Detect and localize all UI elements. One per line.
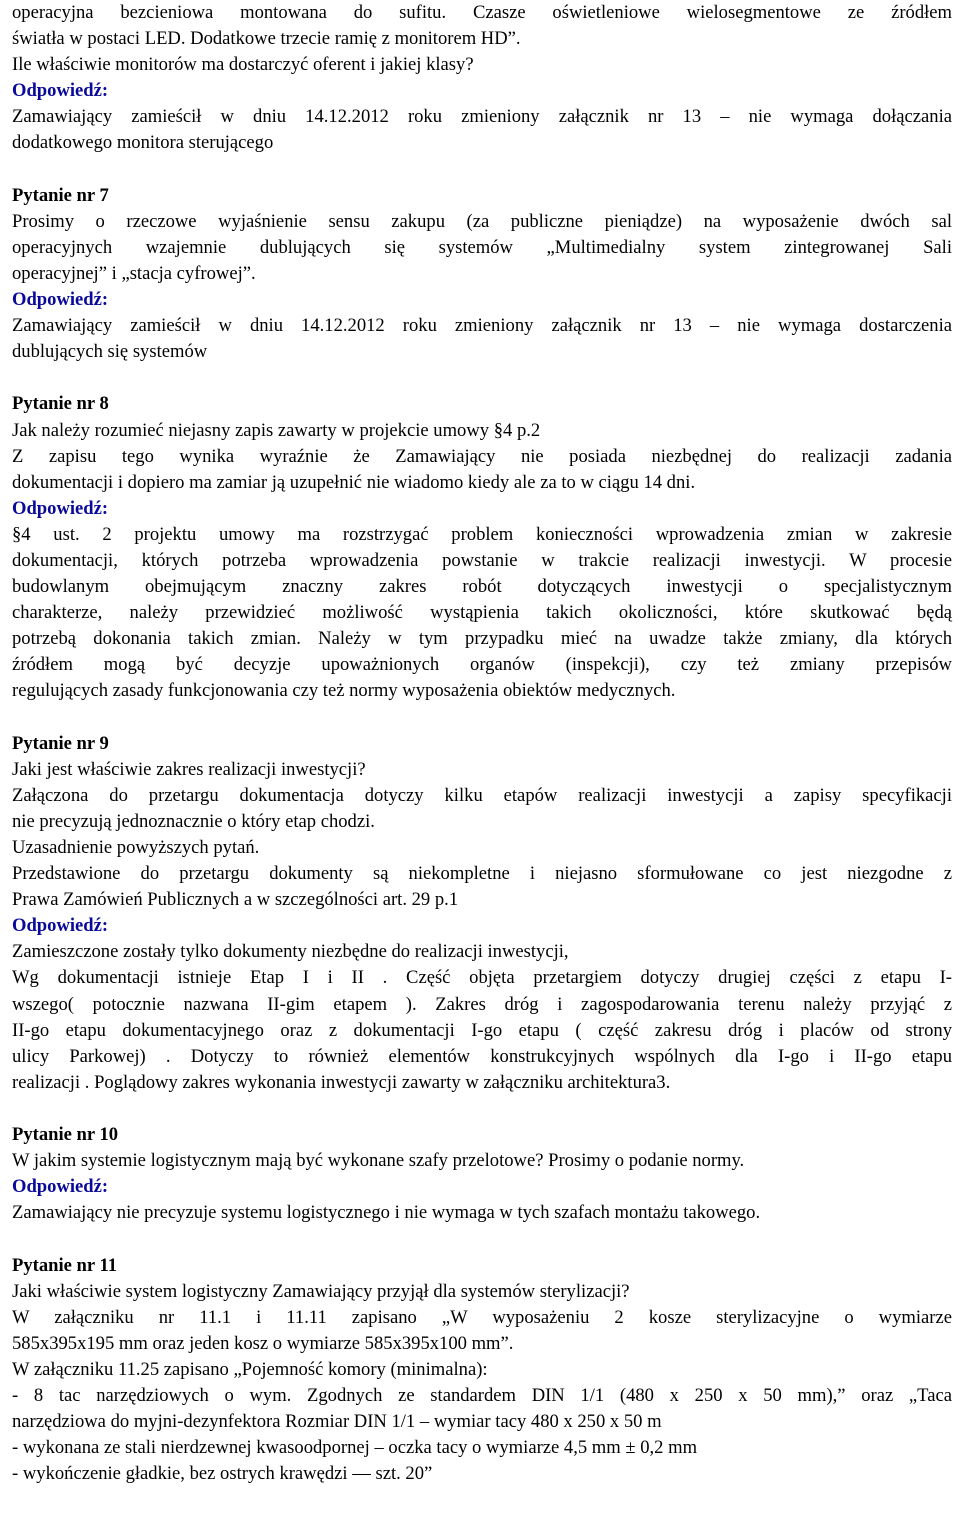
question-line: nie precyzują jednoznacznie o który etap chodzi.	[12, 810, 375, 832]
question-line: Z zapisu tego wynika wyraźnie że Zamawiający nie posiada niezbędnej do realizacji zadania	[12, 445, 952, 467]
answer-line: Zamawiający zamieścił w dniu 14.12.2012 roku zmieniony załącznik nr 13 – nie wymaga dołączania	[12, 106, 952, 128]
answer-label: Odpowiedź:	[12, 80, 109, 102]
answer-line: regulujących zasady funkcjonowania czy też normy wyposażenia obiektów medycznych.	[12, 680, 676, 702]
question-line: Jak należy rozumieć niejasny zapis zawarty w projekcie umowy §4 p.2	[12, 419, 541, 441]
answer-label: Odpowiedź:	[12, 1176, 109, 1198]
section-question-7	[12, 183, 952, 366]
section-question-9	[12, 731, 952, 1096]
question-title: Pytanie nr 11	[12, 1254, 118, 1276]
answer-line: źródłem mogą być decyzje upoważnionych organów (inspekcji), czy też zmiany przepisów	[12, 654, 952, 676]
answer-line: Zamieszczone zostały tylko dokumenty niezbędne do realizacji inwestycji,	[12, 941, 569, 963]
question-line: Prawa Zamówień Publicznych a w szczególności art. 29 p.1	[12, 889, 459, 911]
answer-line: potrzebą dokonania takich zmian. Należy w tym przypadku mieć na uwadze także zmiany, dla których	[12, 628, 952, 650]
answer-line: dokumentacji, których potrzeba wprowadzenia powstanie w trakcie realizacji inwestycji. W procesie	[12, 549, 952, 571]
text-line: operacyjna bezcieniowa montowana do sufitu. Czasze oświetleniowe wielosegmentowe ze źródłem	[12, 2, 952, 23]
section-question-10	[12, 1122, 952, 1226]
question-line: Przedstawione do przetargu dokumenty są niekompletne i niejasno sformułowane co jest niezgodne z	[12, 863, 952, 885]
question-line: Jaki właściwie system logistyczny Zamawiający przyjął dla systemów sterylizacji?	[12, 1280, 630, 1302]
answer-line: II-go etapu dokumentacyjnego oraz z dokumentacji I-go etapu ( część zakresu dróg i placów od strony	[12, 1019, 952, 1041]
question-line: operacyjnych wzajemnie dublujących się systemów „Multimedialny system zintegrowanej Sali	[12, 236, 952, 258]
question-line: W załączniku nr 11.1 i 11.11 zapisano „W wyposażeniu 2 kosze sterylizacyjne o wymiarze	[12, 1306, 952, 1328]
answer-line: wszego( potocznie nazwana II-gim etapem ). Zakres dróg i zagospodarowania terenu należy przyjąć z	[12, 993, 952, 1015]
answer-label: Odpowiedź:	[12, 497, 109, 519]
question-line: W załączniku 11.25 zapisano „Pojemność komory (minimalna):	[12, 1358, 488, 1380]
question-line: - 8 tac narzędziowych o wym. Zgodnych ze standardem DIN 1/1 (480 x 250 x 50 mm),” oraz „Taca	[12, 1384, 952, 1406]
answer-line: §4 ust. 2 projektu umowy ma rozstrzygać problem konieczności wprowadzenia zmian w zakresie	[12, 523, 952, 545]
answer-line: budowlanym obejmującym znaczny zakres robót dotyczących inwestycji o specjalistycznym	[12, 576, 952, 598]
question-line: Uzasadnienie powyższych pytań.	[12, 837, 260, 858]
answer-line: Zamawiający nie precyzuje systemu logistycznego i nie wymaga w tych szafach montażu takowego.	[12, 1202, 761, 1224]
question-line: Załączona do przetargu dokumentacja dotyczy kilku etapów realizacji inwestycji a zapisy specyfikacji	[12, 784, 952, 806]
answer-label: Odpowiedź:	[12, 915, 109, 937]
answer-line: ulicy Parkowej) . Dotyczy to również elementów konstrukcyjnych wspólnych dla I-go i II-go etapu	[12, 1045, 952, 1067]
document-page	[12, 0, 952, 1487]
question-line: dokumentacji i dopiero ma zamiar ją uzupełnić nie wiadomo kiedy ale za to w ciągu 14 dni.	[12, 471, 696, 493]
question-title: Pytanie nr 10	[12, 1124, 119, 1146]
question-line: operacyjnej” i „stacja cyfrowej”.	[12, 262, 256, 284]
answer-line: realizacji . Poglądowy zakres wykonania inwestycji zawarty w załączniku architektura3.	[12, 1071, 671, 1093]
question-title: Pytanie nr 9	[12, 732, 109, 754]
section-question-8	[12, 391, 952, 704]
section-previous-question	[12, 0, 952, 157]
text-line: Ile właściwie monitorów ma dostarczyć oferent i jakiej klasy?	[12, 54, 474, 76]
answer-line: dublujących się systemów	[12, 341, 208, 363]
answer-line: Wg dokumentacji istnieje Etap I i II . Część objęta przetargiem dotyczy drugiej części z etapu I-	[12, 967, 952, 989]
answer-label: Odpowiedź:	[12, 289, 109, 311]
section-question-11	[12, 1253, 952, 1488]
question-line: W jakim systemie logistycznym mają być wykonane szafy przelotowe? Prosimy o podanie normy.	[12, 1150, 745, 1172]
question-title: Pytanie nr 8	[12, 393, 109, 415]
answer-line: Zamawiający zamieścił w dniu 14.12.2012 roku zmieniony załącznik nr 13 – nie wymaga dostarczenia	[12, 315, 952, 337]
text-line: światła w postaci LED. Dodatkowe trzecie ramię z monitorem HD”.	[12, 28, 521, 50]
question-line: 585x395x195 mm oraz jeden kosz o wymiarze 585x395x100 mm”.	[12, 1332, 514, 1354]
question-line: narzędziowa do myjni-dezynfektora Rozmiar DIN 1/1 – wymiar tacy 480 x 250 x 50 m	[12, 1411, 662, 1433]
answer-line: dodatkowego monitora sterującego	[12, 132, 274, 154]
question-line: Jaki jest właściwie zakres realizacji inwestycji?	[12, 758, 366, 780]
question-line: Prosimy o rzeczowe wyjaśnienie sensu zakupu (za publiczne pieniądze) na wyposażenie dwóch sal	[12, 210, 952, 232]
answer-line: charakterze, należy przewidzieć możliwość wystąpienia takich okoliczności, które skutkować będą	[12, 602, 952, 624]
question-line: - wykonana ze stali nierdzewnej kwasoodpornej – oczka tacy o wymiarze 4,5 mm ± 0,2 mm	[12, 1437, 698, 1459]
question-title: Pytanie nr 7	[12, 184, 109, 206]
question-line: - wykończenie gładkie, bez ostrych krawędzi — szt. 20”	[12, 1463, 433, 1485]
